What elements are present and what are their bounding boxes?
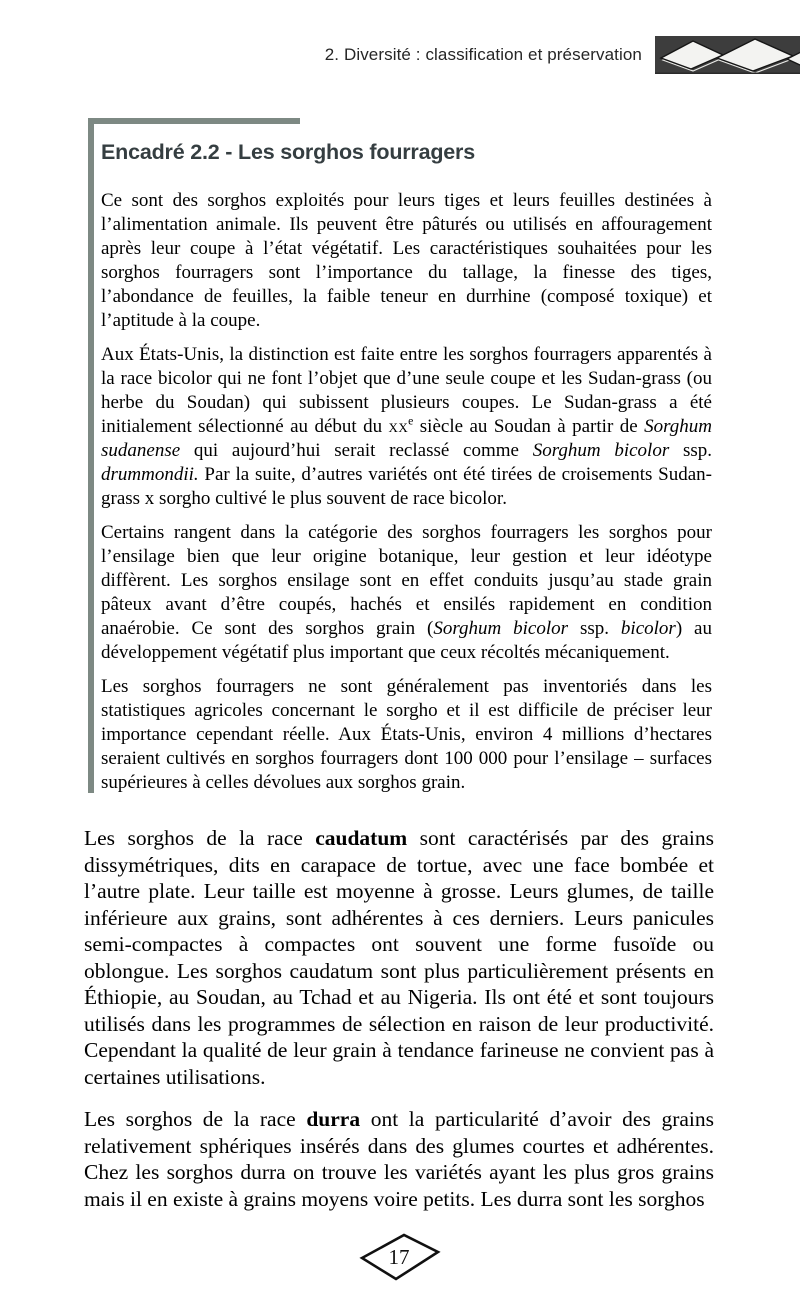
body-text xyxy=(84,825,714,1212)
encadre-paragraph-3: Certains rangent dans la catégorie des sorghos fourragers les sorghos pour l’ensilage bien que leur origine botanique, leur gestion et leur idéotype diffèrent. Les sorghos ensilage sont en effet conduits jusqu’au stade grain pâteux avant d’être coupés, hachés et ensilés rapidement en condition anaérobie. Ce sont des sorghos grain (Sorghum bicolor ssp. bicolor) au développement végétatif plus important que ceux récoltés mécaniquement. xyxy=(101,522,712,663)
encadre-paragraph-2: Aux États-Unis, la distinction est faite entre les sorghos fourragers apparentés à la race bicolor qui ne font l’objet que d’une seule coupe et les Sudan-grass (ou herbe du Soudan) qui subissent plusieurs coupes. Le Sudan-grass a été initialement sélectionné au début du $xx^e$ siècle au Soudan à partir de Sorghum sudanense qui aujourd’hui serait reclassé comme Sorghum bicolor ssp. drummondii. Par la suite, d’autres variétés ont été tirées de croisements Sudan-grass x sorgho cultivé le plus souvent de race bicolor. xyxy=(101,344,712,509)
page-number: 17 xyxy=(388,1245,410,1269)
body-paragraph-durra: Les sorghos de la race durra ont la particularité d’avoir des grains relativement sphériques insérés dans des glumes courtes et adhérentes. Chez les sorghos durra on trouve les variétés ayant les plus gros grains mais il en existe à grains moyens voire petits. Les durra sont les sorghos xyxy=(84,1107,714,1211)
encadre-box xyxy=(88,118,712,795)
encadre-left-rule xyxy=(88,118,94,793)
chapter-header-title: 2. Diversité : classification et préservation xyxy=(324,44,642,64)
encadre-paragraph-4: Les sorghos fourragers ne sont généralement pas inventoriés dans les statistiques agricoles concernant le sorgho et il est difficile de préciser leur importance cependant réelle. Aux États-Unis, environ 4 millions d’hectares seraient cultivés en sorghos fourragers dont 100 000 pour l’ensilage – surfaces supérieures à celles dévolues aux sorghos grain. xyxy=(101,676,712,793)
encadre-title: Encadré 2.2 - Les sorghos fourragers xyxy=(101,140,475,164)
page-number-diamond xyxy=(358,1231,442,1283)
page-header xyxy=(0,35,800,74)
encadre-paragraph-1: Ce sont des sorghos exploités pour leurs tiges et leurs feuilles destinées à l’alimentation animale. Ils peuvent être pâturés ou utilisés en affouragement après leur coupe à l’état végétatif. Les caractéristiques souhaitées pour les sorghos fourragers sont l’importance du tallage, la finesse des tiges, l’abondance de feuilles, la faible teneur en durrhine (composé toxique) et l’aptitude à la coupe. xyxy=(101,190,712,331)
body-paragraph-caudatum: Les sorghos de la race caudatum sont caractérisés par des grains dissymétriques, dits en carapace de tortue, avec une face bombée et l’autre plate. Leur taille est moyenne à grosse. Leurs glumes, de taille inférieure aux grains, sont adhérentes à ces derniers. Leurs panicules semi-compactes à compactes ont souvent une forme fusoïde ou oblongue. Les sorghos caudatum sont plus particulièrement présents en Éthiopie, au Soudan, au Tchad et au Nigeria. Ils ont été et sont toujours utilisés dans les programmes de sélection en raison de leur productivité. Cependant la qualité de leur grain à tendance farineuse ne convient pas à certaines utilisations. xyxy=(84,826,714,1089)
page-footer xyxy=(0,1231,800,1283)
diamond-band-ornament xyxy=(655,36,800,74)
encadre-top-rule xyxy=(88,118,300,124)
